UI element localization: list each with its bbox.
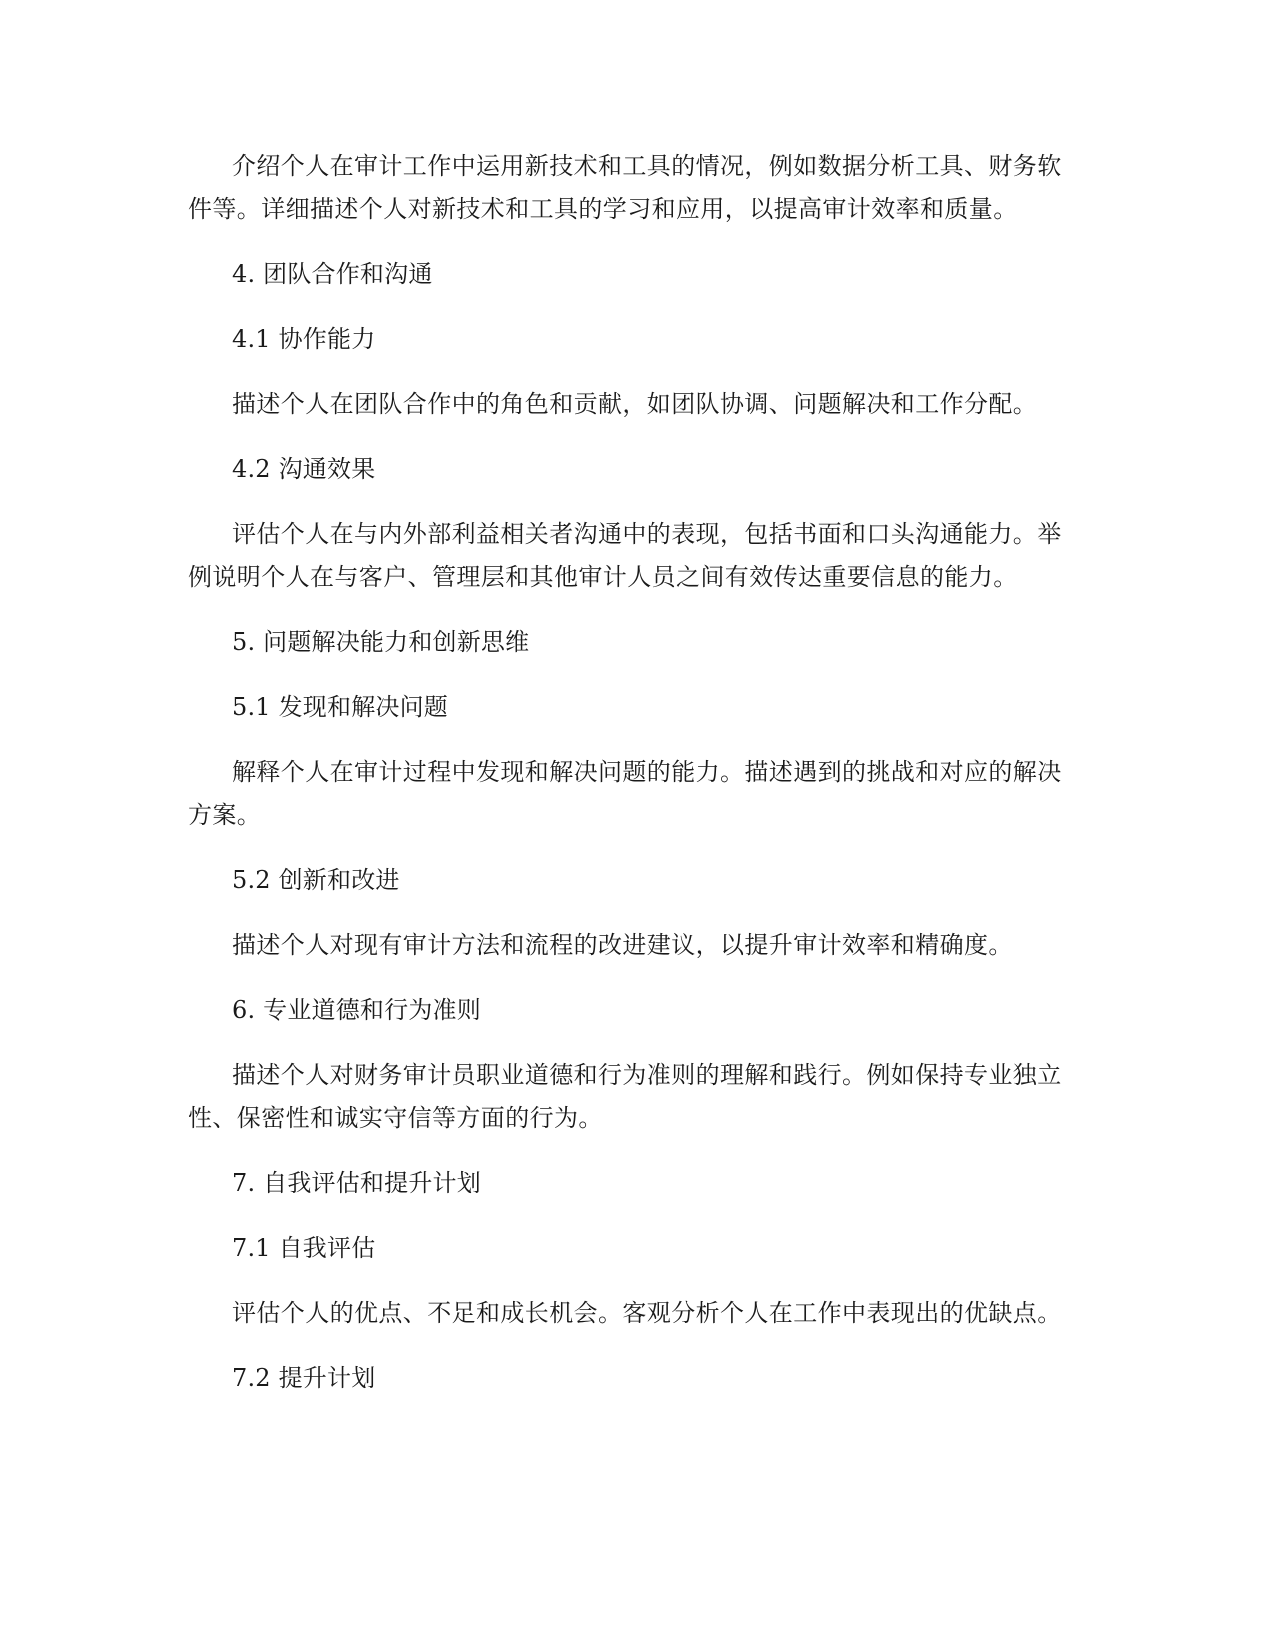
heading-5-1: 5.1 发现和解决问题 (232, 693, 448, 721)
paragraph-communication: 评估个人在与内外部利益相关者沟通中的表现，包括书面和口头沟通能力。举例说明个人在与客户、管理层和其他审计人员之间有效传达重要信息的能力。 (188, 520, 1062, 591)
heading-7-1: 7.1 自我评估 (232, 1234, 376, 1262)
heading-5-2: 5.2 创新和改进 (232, 866, 400, 894)
paragraph-ethics: 描述个人对财务审计员职业道德和行为准则的理解和践行。例如保持专业独立性、保密性和诚实守信等方面的行为。 (188, 1061, 1062, 1132)
paragraph-problem-solving: 解释个人在审计过程中发现和解决问题的能力。描述遇到的挑战和对应的解决方案。 (188, 758, 1062, 829)
heading-4: 4. 团队合作和沟通 (232, 260, 433, 288)
heading-5: 5. 问题解决能力和创新思维 (232, 628, 530, 656)
paragraph-innovation: 描述个人对现有审计方法和流程的改进建议，以提升审计效率和精确度。 (232, 931, 1013, 959)
paragraph-collaboration: 描述个人在团队合作中的角色和贡献，如团队协调、问题解决和工作分配。 (232, 390, 1038, 418)
document-body (188, 145, 1083, 1400)
heading-7: 7. 自我评估和提升计划 (232, 1169, 481, 1197)
paragraph-self-assessment: 评估个人的优点、不足和成长机会。客观分析个人在工作中表现出的优缺点。 (232, 1299, 1062, 1327)
heading-4-2: 4.2 沟通效果 (232, 455, 376, 483)
paragraph-tools: 介绍个人在审计工作中运用新技术和工具的情况，例如数据分析工具、财务软件等。详细描述个人对新技术和工具的学习和应用，以提高审计效率和质量。 (188, 152, 1062, 223)
heading-4-1: 4.1 协作能力 (232, 325, 376, 353)
heading-6: 6. 专业道德和行为准则 (232, 996, 481, 1024)
heading-7-2: 7.2 提升计划 (232, 1364, 376, 1392)
